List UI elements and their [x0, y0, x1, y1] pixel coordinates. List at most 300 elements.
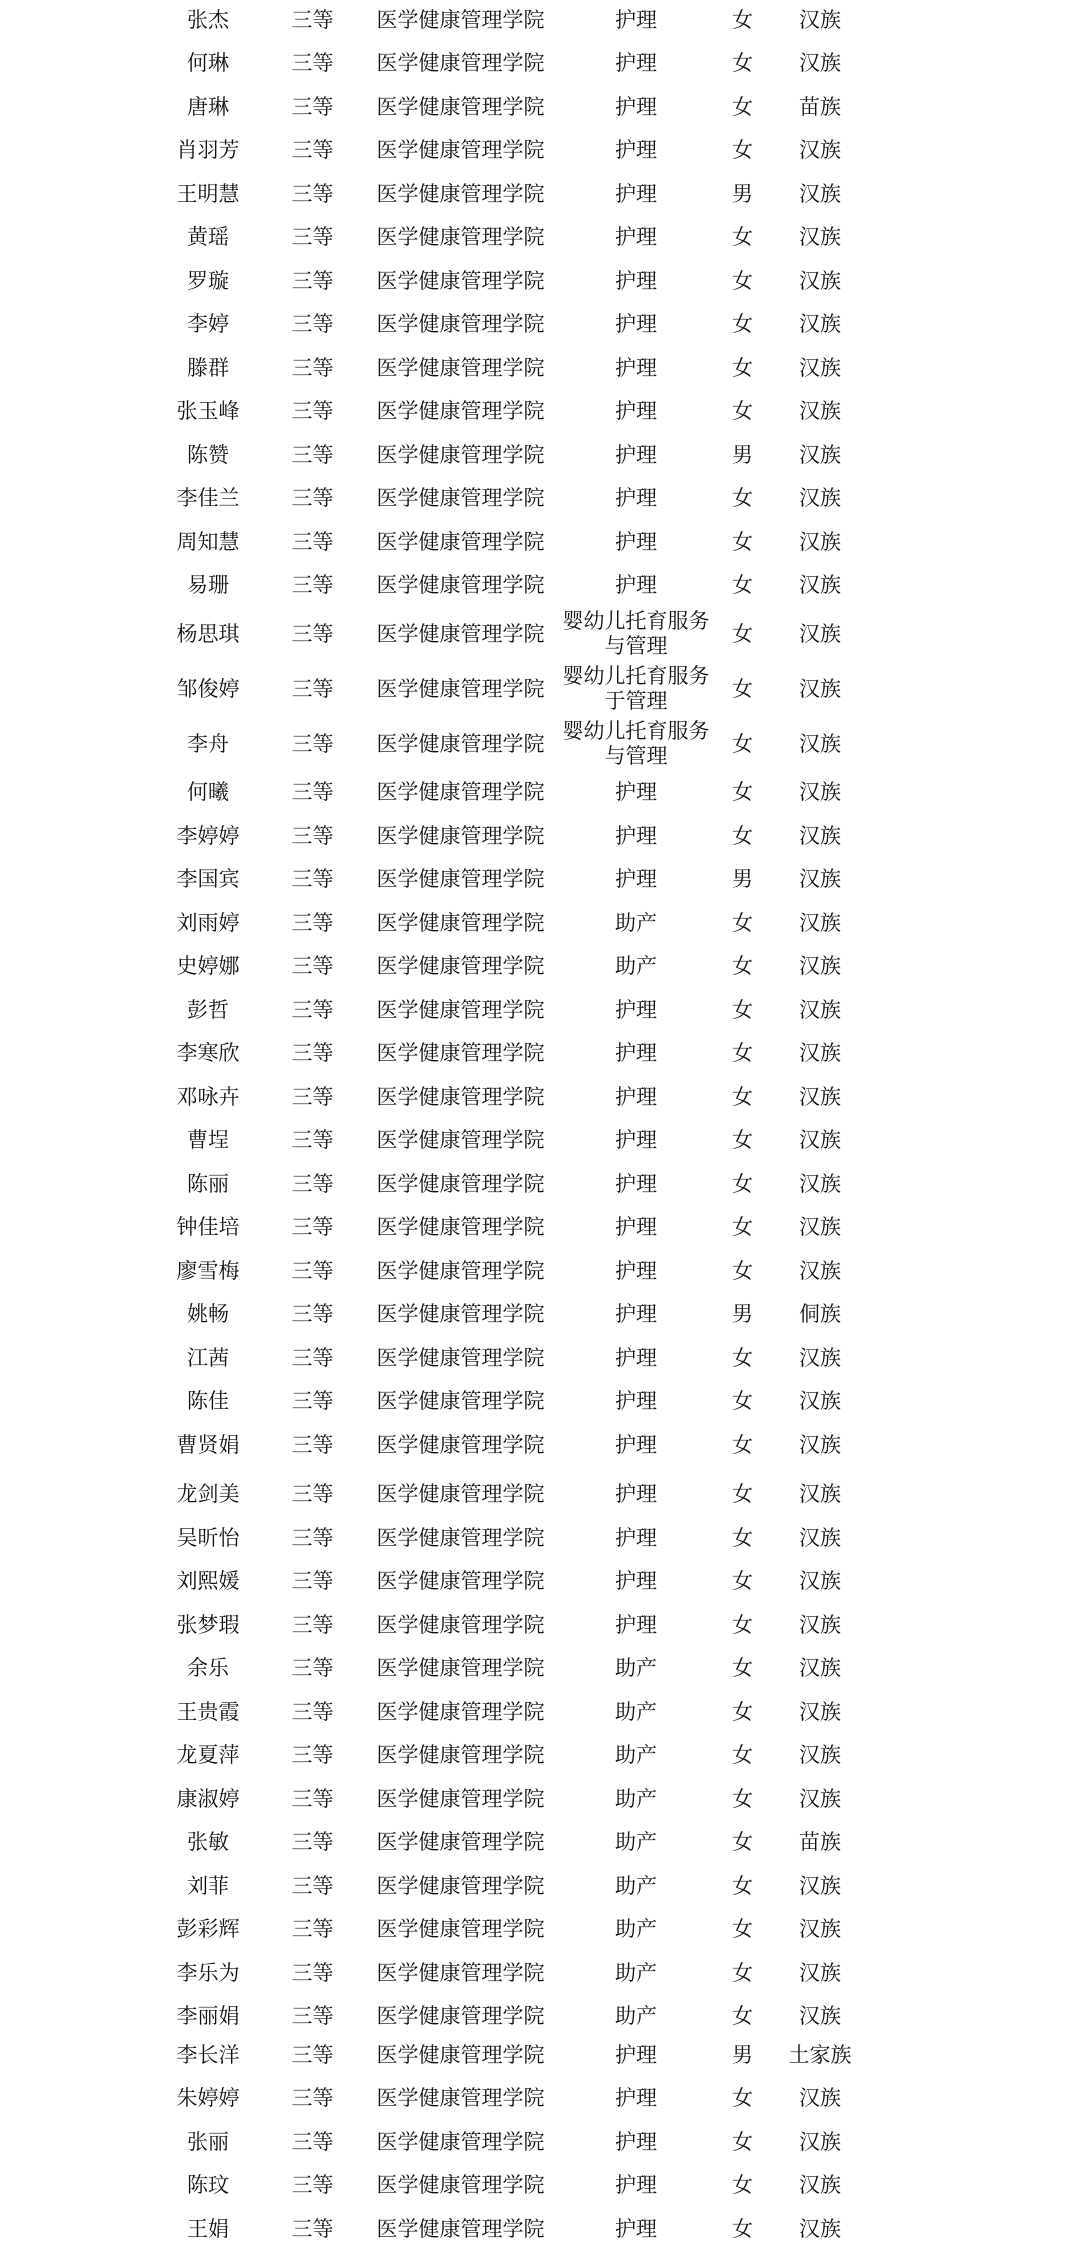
student-name: 张敏 — [187, 1830, 229, 1854]
table-row — [0, 1655, 1080, 1681]
gender: 女 — [732, 2217, 753, 2241]
student-name: 江茜 — [187, 1346, 229, 1370]
table-row — [0, 1084, 1080, 1110]
major-name: 护理 — [615, 2043, 657, 2067]
award-level: 三等 — [291, 1259, 334, 1283]
school-name: 医学健康管理学院 — [376, 1346, 545, 1370]
student-name: 李佳兰 — [176, 486, 240, 510]
table-row — [0, 664, 1080, 714]
ethnicity: 汉族 — [799, 530, 841, 554]
school-name: 医学健康管理学院 — [376, 867, 545, 891]
table-row — [0, 268, 1080, 294]
ethnicity: 汉族 — [799, 1526, 841, 1550]
school-name: 医学健康管理学院 — [376, 1482, 545, 1506]
award-level: 三等 — [291, 2130, 334, 2154]
major-name: 助产 — [615, 1787, 657, 1811]
ethnicity: 汉族 — [799, 1259, 841, 1283]
student-name: 刘雨婷 — [176, 911, 240, 935]
table-row — [0, 609, 1080, 659]
table-row — [0, 1040, 1080, 1066]
award-level: 三等 — [291, 1874, 334, 1898]
major-name: 护理 — [615, 780, 657, 804]
table-row — [0, 2085, 1080, 2111]
table-row — [0, 7, 1080, 33]
school-name: 医学健康管理学院 — [376, 1041, 545, 1065]
table-row — [0, 997, 1080, 1023]
table-row — [0, 1612, 1080, 1638]
student-name: 张梦瑕 — [176, 1613, 240, 1637]
student-name: 龙夏萍 — [176, 1743, 240, 1767]
major-name: 护理 — [615, 486, 657, 510]
award-level: 三等 — [291, 1917, 334, 1941]
gender: 女 — [732, 1041, 753, 1065]
table-row — [0, 866, 1080, 892]
award-level: 三等 — [291, 95, 334, 119]
ethnicity: 汉族 — [799, 269, 841, 293]
student-name: 刘菲 — [187, 1874, 229, 1898]
award-level: 三等 — [291, 622, 334, 646]
ethnicity: 汉族 — [799, 1743, 841, 1767]
table-row — [0, 1214, 1080, 1240]
major-name: 护理 — [615, 824, 657, 848]
major-name: 护理 — [615, 867, 657, 891]
gender: 女 — [732, 138, 753, 162]
student-name: 滕群 — [187, 356, 229, 380]
award-level: 三等 — [291, 867, 334, 891]
award-level: 三等 — [291, 138, 334, 162]
gender: 女 — [732, 1700, 753, 1724]
student-name: 罗璇 — [187, 269, 229, 293]
major-name: 护理 — [615, 1172, 657, 1196]
table-row — [0, 2172, 1080, 2198]
ethnicity: 汉族 — [799, 1172, 841, 1196]
gender: 女 — [732, 1172, 753, 1196]
table-row — [0, 910, 1080, 936]
school-name: 医学健康管理学院 — [376, 677, 545, 701]
student-name: 廖雪梅 — [176, 1259, 240, 1283]
award-level: 三等 — [291, 2004, 334, 2028]
school-name: 医学健康管理学院 — [376, 1259, 545, 1283]
major-name: 护理 — [615, 2086, 657, 2110]
student-name: 李国宾 — [176, 867, 240, 891]
award-level: 三等 — [291, 1172, 334, 1196]
award-level: 三等 — [291, 1613, 334, 1637]
gender: 女 — [732, 2173, 753, 2197]
table-row — [0, 442, 1080, 468]
gender: 女 — [732, 573, 753, 597]
ethnicity: 汉族 — [799, 998, 841, 1022]
student-name: 肖羽芳 — [176, 138, 240, 162]
school-name: 医学健康管理学院 — [376, 1613, 545, 1637]
gender: 女 — [732, 780, 753, 804]
student-name: 王贵霞 — [176, 1700, 240, 1724]
award-level: 三等 — [291, 356, 334, 380]
major-name: 护理 — [615, 51, 657, 75]
ethnicity: 汉族 — [799, 51, 841, 75]
gender: 女 — [732, 1526, 753, 1550]
student-name: 王明慧 — [176, 182, 240, 206]
student-name: 李婷 — [187, 312, 229, 336]
ethnicity: 土家族 — [788, 2043, 852, 2067]
table-row — [0, 224, 1080, 250]
student-name: 陈佳 — [187, 1389, 229, 1413]
gender: 女 — [732, 486, 753, 510]
student-name: 唐琳 — [187, 95, 229, 119]
award-level: 三等 — [291, 732, 334, 756]
school-name: 医学健康管理学院 — [376, 138, 545, 162]
gender: 女 — [732, 356, 753, 380]
table-row — [0, 1699, 1080, 1725]
major-name: 护理 — [615, 312, 657, 336]
school-name: 医学健康管理学院 — [376, 1569, 545, 1593]
major-name: 助产 — [615, 1874, 657, 1898]
ethnicity: 汉族 — [799, 2130, 841, 2154]
school-name: 医学健康管理学院 — [376, 1743, 545, 1767]
student-name: 王娟 — [187, 2217, 229, 2241]
student-name: 曹贤娟 — [176, 1433, 240, 1457]
major-name: 护理 — [615, 95, 657, 119]
student-name: 姚畅 — [187, 1302, 229, 1326]
major-name: 助产 — [615, 1700, 657, 1724]
gender: 女 — [732, 1830, 753, 1854]
ethnicity: 汉族 — [799, 1613, 841, 1637]
school-name: 医学健康管理学院 — [376, 399, 545, 423]
award-level: 三等 — [291, 1656, 334, 1680]
student-name: 易珊 — [187, 573, 229, 597]
gender: 女 — [732, 225, 753, 249]
ethnicity: 汉族 — [799, 2217, 841, 2241]
major-name: 护理 — [615, 1259, 657, 1283]
gender: 男 — [732, 182, 753, 206]
school-name: 医学健康管理学院 — [376, 2217, 545, 2241]
student-name: 吴昕怡 — [176, 1526, 240, 1550]
gender: 女 — [732, 312, 753, 336]
student-name: 康淑婷 — [176, 1787, 240, 1811]
table-row — [0, 1916, 1080, 1942]
school-name: 医学健康管理学院 — [376, 622, 545, 646]
table-row — [0, 398, 1080, 424]
student-name: 黄瑶 — [187, 225, 229, 249]
major-name: 护理 — [615, 1302, 657, 1326]
student-name: 李寒欣 — [176, 1041, 240, 1065]
student-name: 李婷婷 — [176, 824, 240, 848]
ethnicity: 汉族 — [799, 1874, 841, 1898]
ethnicity: 汉族 — [799, 1482, 841, 1506]
ethnicity: 汉族 — [799, 1041, 841, 1065]
award-level: 三等 — [291, 51, 334, 75]
student-name: 张杰 — [187, 8, 229, 32]
school-name: 医学健康管理学院 — [376, 1128, 545, 1152]
school-name: 医学健康管理学院 — [376, 2173, 545, 2197]
gender: 女 — [732, 1346, 753, 1370]
school-name: 医学健康管理学院 — [376, 1656, 545, 1680]
gender: 女 — [732, 1482, 753, 1506]
ethnicity: 汉族 — [799, 225, 841, 249]
student-name: 杨思琪 — [176, 622, 240, 646]
student-name: 史婷娜 — [176, 954, 240, 978]
major-name: 婴幼儿托育服务与管理 — [562, 609, 710, 658]
table-row — [0, 2129, 1080, 2155]
award-level: 三等 — [291, 1482, 334, 1506]
school-name: 医学健康管理学院 — [376, 1961, 545, 1985]
major-name: 护理 — [615, 1433, 657, 1457]
table-row — [0, 572, 1080, 598]
table-row — [0, 311, 1080, 337]
table-row — [0, 485, 1080, 511]
ethnicity: 汉族 — [799, 732, 841, 756]
school-name: 医学健康管理学院 — [376, 911, 545, 935]
gender: 男 — [732, 443, 753, 467]
major-name: 婴幼儿托育服务与管理 — [562, 719, 710, 768]
award-level: 三等 — [291, 954, 334, 978]
award-level: 三等 — [291, 1346, 334, 1370]
ethnicity: 汉族 — [799, 1700, 841, 1724]
gender: 女 — [732, 530, 753, 554]
award-level: 三等 — [291, 182, 334, 206]
gender: 女 — [732, 1128, 753, 1152]
award-level: 三等 — [291, 2086, 334, 2110]
ethnicity: 汉族 — [799, 1656, 841, 1680]
gender: 女 — [732, 1433, 753, 1457]
table-row — [0, 719, 1080, 769]
school-name: 医学健康管理学院 — [376, 443, 545, 467]
ethnicity: 汉族 — [799, 1961, 841, 1985]
student-name: 陈丽 — [187, 1172, 229, 1196]
award-level: 三等 — [291, 225, 334, 249]
award-level: 三等 — [291, 824, 334, 848]
major-name: 护理 — [615, 1215, 657, 1239]
award-level: 三等 — [291, 399, 334, 423]
school-name: 医学健康管理学院 — [376, 95, 545, 119]
major-name: 护理 — [615, 1613, 657, 1637]
major-name: 护理 — [615, 1128, 657, 1152]
ethnicity: 汉族 — [799, 622, 841, 646]
award-level: 三等 — [291, 1389, 334, 1413]
gender: 女 — [732, 51, 753, 75]
ethnicity: 苗族 — [799, 95, 841, 119]
gender: 女 — [732, 1215, 753, 1239]
gender: 男 — [732, 1302, 753, 1326]
major-name: 护理 — [615, 1389, 657, 1413]
award-level: 三等 — [291, 677, 334, 701]
table-row — [0, 1786, 1080, 1812]
student-name: 何曦 — [187, 780, 229, 804]
table-row — [0, 1481, 1080, 1507]
gender: 女 — [732, 1613, 753, 1637]
school-name: 医学健康管理学院 — [376, 312, 545, 336]
school-name: 医学健康管理学院 — [376, 2043, 545, 2067]
gender: 女 — [732, 95, 753, 119]
ethnicity: 汉族 — [799, 1433, 841, 1457]
major-name: 助产 — [615, 1656, 657, 1680]
ethnicity: 汉族 — [799, 2173, 841, 2197]
major-name: 护理 — [615, 573, 657, 597]
student-name: 邓咏卉 — [176, 1085, 240, 1109]
gender: 女 — [732, 622, 753, 646]
table-row — [0, 1525, 1080, 1551]
gender: 女 — [732, 2086, 753, 2110]
award-level: 三等 — [291, 1830, 334, 1854]
school-name: 医学健康管理学院 — [376, 182, 545, 206]
award-level: 三等 — [291, 1743, 334, 1767]
school-name: 医学健康管理学院 — [376, 573, 545, 597]
major-name: 护理 — [615, 1526, 657, 1550]
student-name: 李长洋 — [176, 2043, 240, 2067]
award-level: 三等 — [291, 2043, 334, 2067]
student-name: 邹俊婷 — [176, 677, 240, 701]
gender: 女 — [732, 677, 753, 701]
school-name: 医学健康管理学院 — [376, 486, 545, 510]
major-name: 护理 — [615, 1569, 657, 1593]
school-name: 医学健康管理学院 — [376, 530, 545, 554]
major-name: 护理 — [615, 443, 657, 467]
school-name: 医学健康管理学院 — [376, 2130, 545, 2154]
table-row — [0, 355, 1080, 381]
award-level: 三等 — [291, 312, 334, 336]
award-level: 三等 — [291, 1961, 334, 1985]
table-row — [0, 50, 1080, 76]
table-row — [0, 1388, 1080, 1414]
award-level: 三等 — [291, 486, 334, 510]
school-name: 医学健康管理学院 — [376, 356, 545, 380]
gender: 女 — [732, 1259, 753, 1283]
table-row — [0, 1301, 1080, 1327]
table-row — [0, 1829, 1080, 1855]
gender: 男 — [732, 2043, 753, 2067]
table-row — [0, 1258, 1080, 1284]
major-name: 护理 — [615, 138, 657, 162]
ethnicity: 汉族 — [799, 1128, 841, 1152]
gender: 女 — [732, 1743, 753, 1767]
school-name: 医学健康管理学院 — [376, 51, 545, 75]
gender: 女 — [732, 998, 753, 1022]
student-name: 陈玟 — [187, 2173, 229, 2197]
ethnicity: 汉族 — [799, 824, 841, 848]
school-name: 医学健康管理学院 — [376, 225, 545, 249]
award-level: 三等 — [291, 1700, 334, 1724]
table-row — [0, 1568, 1080, 1594]
major-name: 护理 — [615, 530, 657, 554]
student-name: 曹埕 — [187, 1128, 229, 1152]
ethnicity: 侗族 — [799, 1302, 841, 1326]
ethnicity: 汉族 — [799, 1917, 841, 1941]
school-name: 医学健康管理学院 — [376, 732, 545, 756]
ethnicity: 汉族 — [799, 138, 841, 162]
major-name: 护理 — [615, 269, 657, 293]
major-name: 护理 — [615, 2173, 657, 2197]
gender: 女 — [732, 732, 753, 756]
school-name: 医学健康管理学院 — [376, 998, 545, 1022]
ethnicity: 汉族 — [799, 443, 841, 467]
student-name: 彭彩辉 — [176, 1917, 240, 1941]
student-name: 刘熙媛 — [176, 1569, 240, 1593]
major-name: 护理 — [615, 1041, 657, 1065]
award-level: 三等 — [291, 573, 334, 597]
student-name: 李舟 — [187, 732, 229, 756]
gender: 女 — [732, 954, 753, 978]
student-name: 陈赞 — [187, 443, 229, 467]
major-name: 助产 — [615, 1830, 657, 1854]
major-name: 护理 — [615, 1085, 657, 1109]
award-level: 三等 — [291, 1128, 334, 1152]
table-row — [0, 953, 1080, 979]
school-name: 医学健康管理学院 — [376, 824, 545, 848]
table-row — [0, 1171, 1080, 1197]
gender: 女 — [732, 1656, 753, 1680]
school-name: 医学健康管理学院 — [376, 1302, 545, 1326]
gender: 女 — [732, 1085, 753, 1109]
ethnicity: 汉族 — [799, 1569, 841, 1593]
student-name: 李丽娟 — [176, 2004, 240, 2028]
gender: 女 — [732, 8, 753, 32]
table-row — [0, 1127, 1080, 1153]
gender: 女 — [732, 1787, 753, 1811]
ethnicity: 汉族 — [799, 867, 841, 891]
school-name: 医学健康管理学院 — [376, 1526, 545, 1550]
major-name: 护理 — [615, 8, 657, 32]
gender: 女 — [732, 2004, 753, 2028]
ethnicity: 汉族 — [799, 1085, 841, 1109]
award-level: 三等 — [291, 1302, 334, 1326]
award-level: 三等 — [291, 530, 334, 554]
gender: 女 — [732, 1874, 753, 1898]
award-level: 三等 — [291, 1787, 334, 1811]
ethnicity: 汉族 — [799, 486, 841, 510]
gender: 女 — [732, 1961, 753, 1985]
school-name: 医学健康管理学院 — [376, 8, 545, 32]
ethnicity: 汉族 — [799, 1215, 841, 1239]
ethnicity: 汉族 — [799, 312, 841, 336]
school-name: 医学健康管理学院 — [376, 1830, 545, 1854]
gender: 女 — [732, 911, 753, 935]
ethnicity: 汉族 — [799, 573, 841, 597]
gender: 女 — [732, 399, 753, 423]
table-row — [0, 94, 1080, 120]
award-level: 三等 — [291, 8, 334, 32]
school-name: 医学健康管理学院 — [376, 2086, 545, 2110]
ethnicity: 汉族 — [799, 356, 841, 380]
school-name: 医学健康管理学院 — [376, 1433, 545, 1457]
ethnicity: 汉族 — [799, 911, 841, 935]
major-name: 助产 — [615, 1961, 657, 1985]
school-name: 医学健康管理学院 — [376, 780, 545, 804]
table-row — [0, 2216, 1080, 2242]
student-name: 李乐为 — [176, 1961, 240, 1985]
major-name: 护理 — [615, 998, 657, 1022]
school-name: 医学健康管理学院 — [376, 269, 545, 293]
school-name: 医学健康管理学院 — [376, 1874, 545, 1898]
gender: 男 — [732, 867, 753, 891]
ethnicity: 汉族 — [799, 1787, 841, 1811]
gender: 女 — [732, 2130, 753, 2154]
major-name: 护理 — [615, 2130, 657, 2154]
ethnicity: 汉族 — [799, 182, 841, 206]
school-name: 医学健康管理学院 — [376, 1085, 545, 1109]
student-name: 钟佳培 — [176, 1215, 240, 1239]
ethnicity: 汉族 — [799, 2086, 841, 2110]
major-name: 助产 — [615, 911, 657, 935]
major-name: 助产 — [615, 1743, 657, 1767]
major-name: 护理 — [615, 225, 657, 249]
student-name: 彭哲 — [187, 998, 229, 1022]
table-row — [0, 2003, 1080, 2029]
gender: 女 — [732, 1917, 753, 1941]
award-level: 三等 — [291, 443, 334, 467]
school-name: 医学健康管理学院 — [376, 954, 545, 978]
major-name: 助产 — [615, 954, 657, 978]
award-level: 三等 — [291, 998, 334, 1022]
ethnicity: 汉族 — [799, 1389, 841, 1413]
